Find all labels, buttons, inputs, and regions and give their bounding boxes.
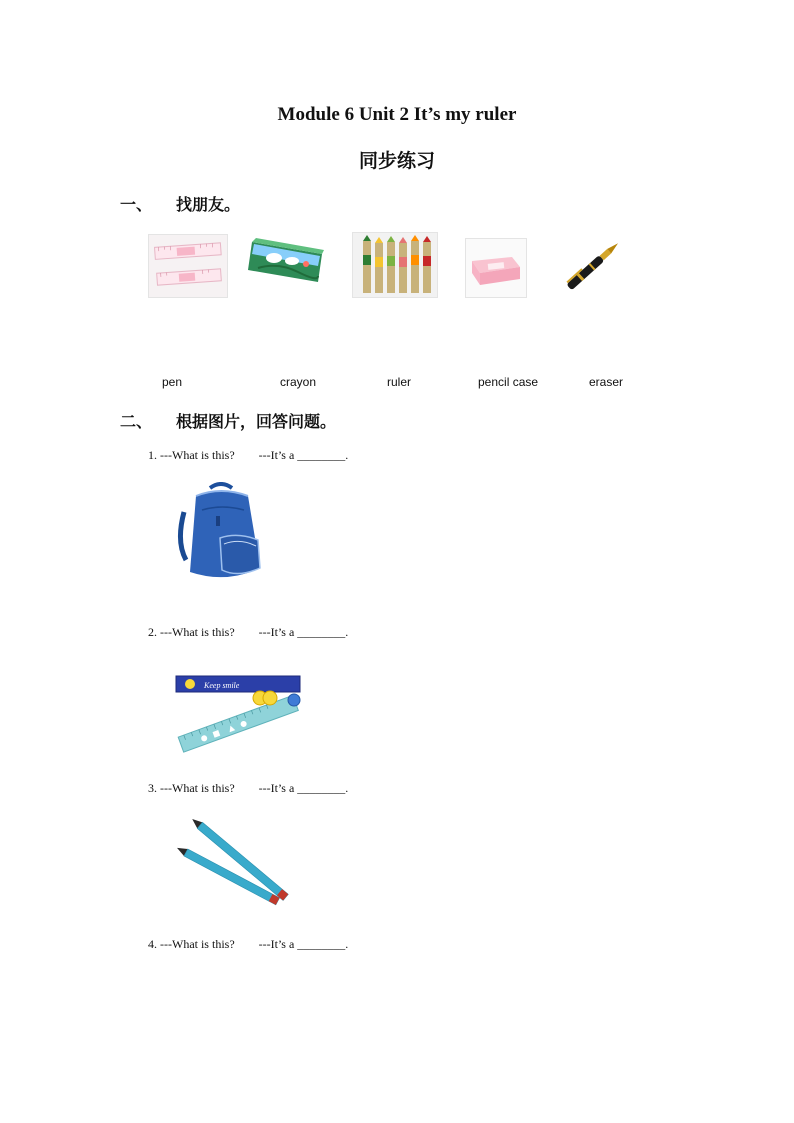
word-bank-pen: pen (162, 375, 183, 389)
eraser-image (465, 238, 527, 298)
question-3-label: 3. ---What is this? (148, 781, 235, 795)
question-2 (148, 625, 348, 640)
section-1-number: 一、 (120, 197, 153, 214)
section-1-title: 找朋友。 (176, 197, 241, 214)
backpack-image (176, 482, 266, 586)
word-bank-eraser: eraser (589, 375, 624, 389)
fountain-pen-image (560, 232, 630, 296)
page-subtitle: 同步练习 (358, 151, 435, 172)
question-1-label: 1. ---What is this? (148, 448, 235, 462)
section-2-title: 根据图片，回答问题。 (176, 414, 337, 431)
ruler-set-image (148, 234, 228, 298)
question-4-label: 4. ---What is this? (148, 937, 235, 951)
ruler-print-text: Keep smile (204, 681, 240, 690)
section-1-heading (120, 192, 240, 215)
question-1-answer: ---It’s a ________. (258, 448, 349, 462)
question-2-label: 2. ---What is this? (148, 625, 235, 639)
pencil-case-image (248, 232, 328, 286)
folding-ruler-image (172, 668, 306, 758)
question-4 (148, 937, 348, 952)
question-3 (148, 781, 348, 796)
crayons-image (352, 232, 438, 298)
question-4-answer: ---It’s a ________. (258, 937, 349, 951)
word-bank-crayon: crayon (280, 375, 317, 389)
question-2-answer: ---It’s a ________. (258, 625, 349, 639)
question-1 (148, 448, 348, 463)
word-bank-pencil-case: pencil case (478, 375, 539, 389)
page-title: Module 6 Unit 2 It’s my ruler (277, 104, 517, 125)
pencils-image (170, 806, 294, 930)
question-3-answer: ---It’s a ________. (258, 781, 349, 795)
section-2-number: 二、 (120, 414, 153, 431)
section-2-heading (120, 409, 336, 432)
word-bank-ruler: ruler (387, 375, 412, 389)
